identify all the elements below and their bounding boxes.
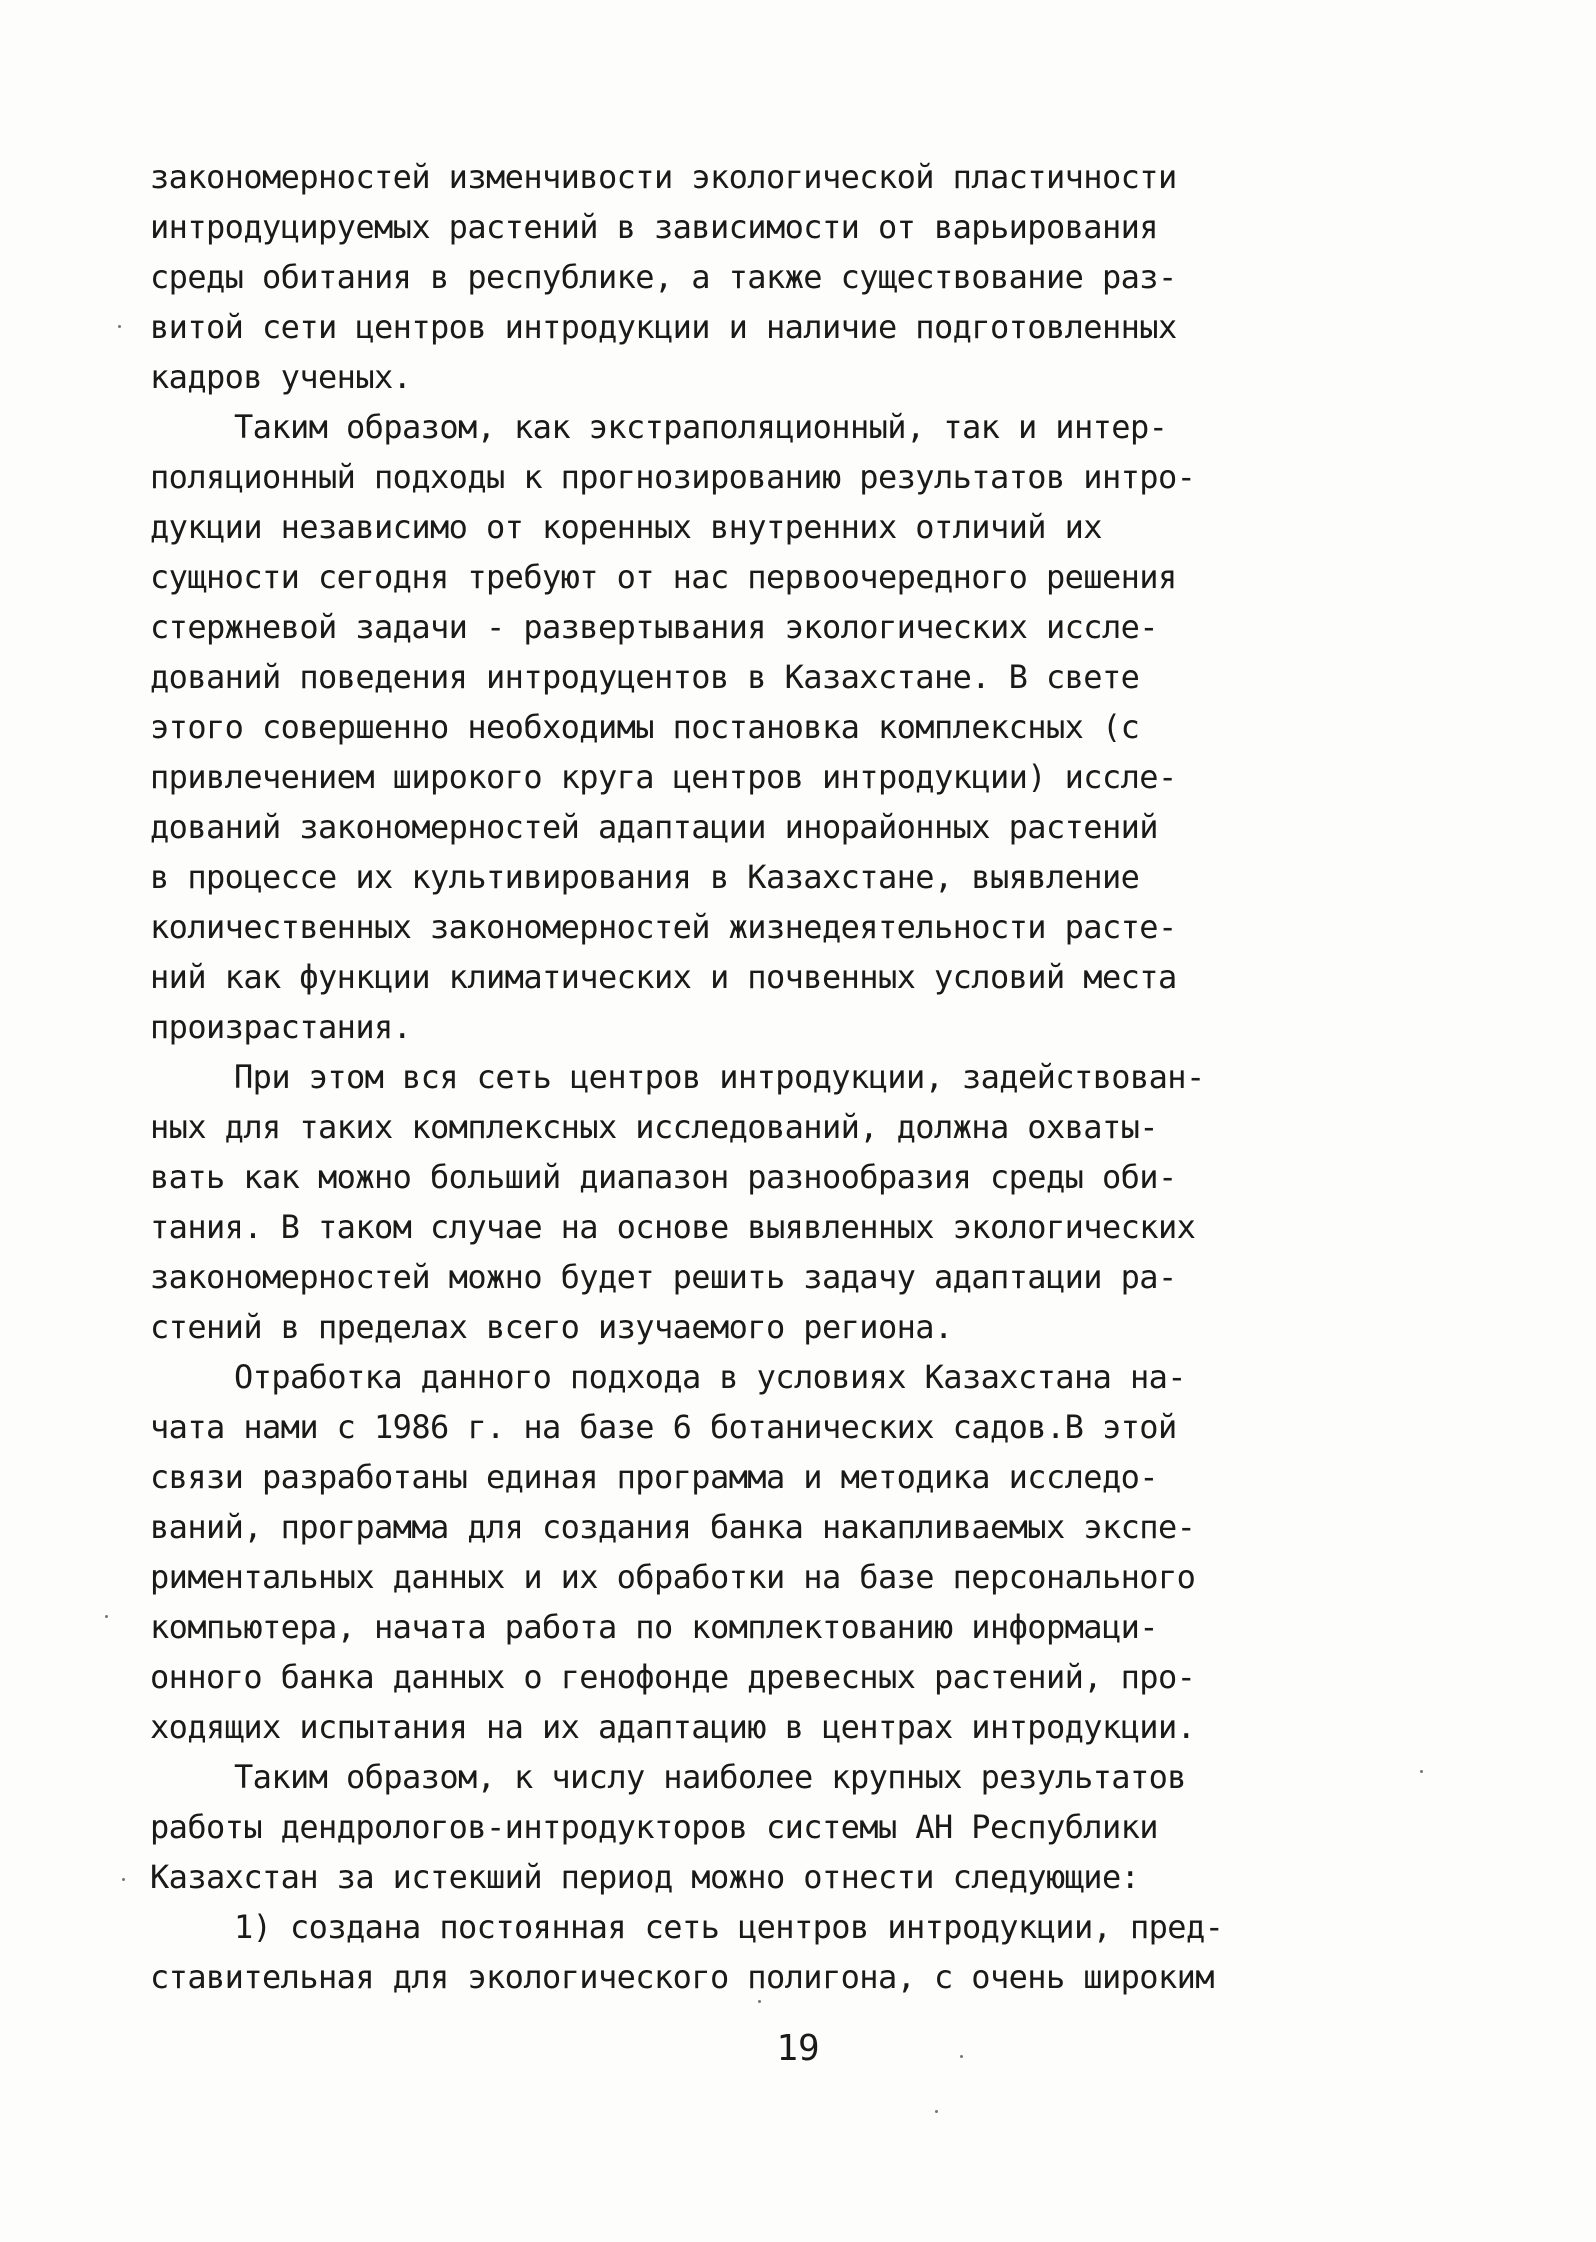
text-line: ных для таких комплексных исследований, должна охваты-	[150, 1108, 1158, 1146]
text-line: количественных закономерностей жизнедеятельности расте-	[150, 908, 1177, 946]
text-line: стержневой задачи - развертывания экологических иссле-	[150, 608, 1158, 646]
text-line: этого совершенно необходимы постановка комплексных (с	[150, 708, 1140, 746]
text-line: кадров ученых.	[150, 358, 412, 396]
text-line: поляционный подходы к прогнозированию результатов интро-	[150, 458, 1196, 496]
text-line: вать как можно больший диапазон разнообразия среды оби-	[150, 1158, 1177, 1196]
paragraph-start-line: Таким образом, как экстраполяционный, так и интер-	[234, 408, 1168, 446]
body-text	[150, 152, 1470, 2002]
scan-speck	[758, 2000, 761, 2003]
text-line: ний как функции климатических и почвенных условий места	[150, 958, 1177, 996]
text-line: ходящих испытания на их адаптацию в центрах интродукции.	[150, 1708, 1196, 1746]
text-line: ставительная для экологического полигона, с очень широким	[150, 1958, 1214, 1996]
text-line: связи разработаны единая программа и методика исследо-	[150, 1458, 1158, 1496]
text-line: дований закономерностей адаптации инорайонных растений	[150, 808, 1158, 846]
scan-speck	[960, 2055, 963, 2058]
scan-speck	[118, 325, 121, 328]
text-line: интродуцируемых растений в зависимости от варьирования	[150, 208, 1158, 246]
text-line: среды обитания в республике, а также существование раз-	[150, 258, 1177, 296]
scan-speck	[935, 2110, 938, 2113]
paragraph-start-line: Отработка данного подхода в условиях Казахстана на-	[234, 1358, 1186, 1396]
scan-speck	[122, 1878, 125, 1881]
text-line: привлечением широкого круга центров интродукции) иссле-	[150, 758, 1177, 796]
scan-speck	[105, 1615, 108, 1618]
text-line: дований поведения интродуцентов в Казахстане. В свете	[150, 658, 1140, 696]
text-line: сущности сегодня требуют от нас первоочередного решения	[150, 558, 1177, 596]
page-number: 19	[776, 2028, 820, 2069]
text-line: компьютера, начата работа по комплектованию информаци-	[150, 1608, 1158, 1646]
paragraph-start-line: При этом вся сеть центров интродукции, задействован-	[234, 1058, 1205, 1096]
text-line: риментальных данных и их обработки на базе персонального	[150, 1558, 1196, 1596]
text-line: произрастания.	[150, 1008, 412, 1046]
text-line: дукции независимо от коренных внутренних отличий их	[150, 508, 1102, 546]
text-line: закономерностей изменчивости экологической пластичности	[150, 158, 1177, 196]
scan-speck	[1420, 1770, 1423, 1773]
list-item-line: 1) создана постоянная сеть центров интродукции, пред-	[234, 1908, 1224, 1946]
text-line: стений в пределах всего изучаемого региона.	[150, 1308, 953, 1346]
text-line: работы дендрологов-интродукторов системы АН Республики	[150, 1808, 1158, 1846]
text-line: закономерностей можно будет решить задачу адаптации ра-	[150, 1258, 1177, 1296]
paragraph-start-line: Таким образом, к числу наиболее крупных результатов	[234, 1758, 1186, 1796]
text-line: тания. В таком случае на основе выявленных экологических	[150, 1208, 1196, 1246]
text-line: Казахстан за истекший период можно отнести следующие:	[150, 1858, 1140, 1896]
text-line: витой сети центров интродукции и наличие подготовленных	[150, 308, 1177, 346]
text-line: в процессе их культивирования в Казахстане, выявление	[150, 858, 1140, 896]
text-line: онного банка данных о генофонде древесных растений, про-	[150, 1658, 1196, 1696]
text-line: ваний, программа для создания банка накапливаемых экспе-	[150, 1508, 1196, 1546]
text-line: чата нами с 1986 г. на базе 6 ботанических садов.В этой	[150, 1408, 1177, 1446]
